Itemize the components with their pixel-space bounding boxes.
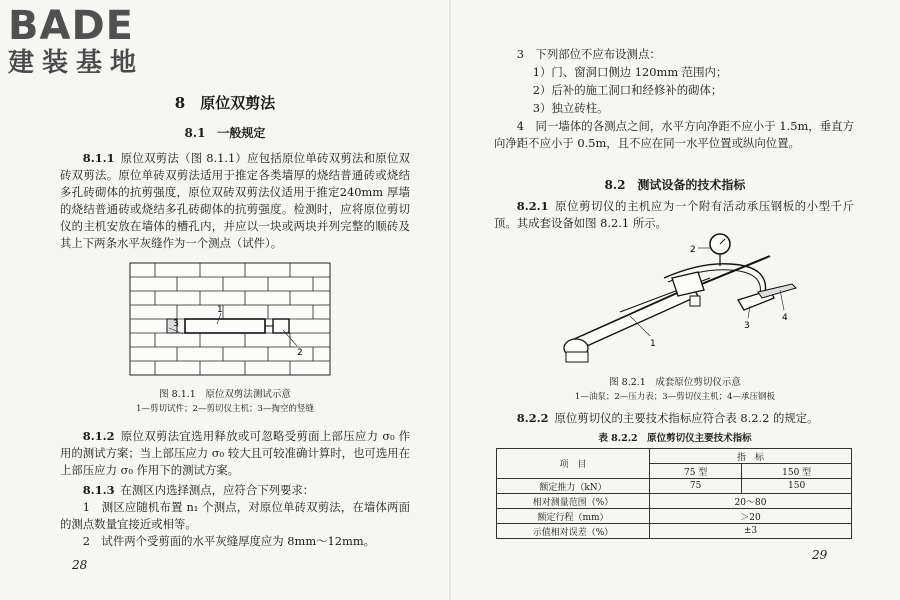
clause-text: 原位双剪法（图 8.1.1）应包括原位单砖双剪法和原位双砖双剪法。原位单砖双剪法适用于推定各类墙厚的烧结普通砖或烧结多孔砖砌体的抗剪强度，原位双砖双剪法仪适用于推定240mm 厚墙的烧结普通砖或烧结多孔砖砌体的抗剪强度。检测时，应将原位剪切仪的主机安放在墙体的槽孔内，并应以一块或两块并列完整的顺砖及其上下两条水平灰缝作为一个测点（试件）。 xyxy=(60,151,410,250)
sub-item-2: 2）后补的施工洞口和经修补的砌体； xyxy=(532,83,723,97)
clause-text: 原位剪切仪的主要技术指标应符合表 8.2.2 的规定。 xyxy=(554,411,819,425)
chapter-title: 8 原位双剪法 xyxy=(174,94,276,112)
header-item: 项 目 xyxy=(497,449,650,479)
clause-number: 8.1.3 xyxy=(82,483,115,497)
sub-item-3: 3）独立砖柱。 xyxy=(532,101,609,115)
row-label: 相对测量范围（%） xyxy=(497,494,650,509)
cell-150: 150 xyxy=(742,479,852,494)
logo-subtitle: 建装基地 xyxy=(8,48,145,78)
row-label: 额定行程（mm） xyxy=(497,509,650,524)
header-75: 75 型 xyxy=(650,464,742,479)
fig-label-4: 4 xyxy=(782,313,788,323)
shear-apparatus-figure xyxy=(560,232,800,372)
row-label: 示值相对误差（%） xyxy=(497,524,650,539)
list-item-3: 3 下列部位不应布设测点： xyxy=(516,47,661,61)
figure-caption-8-1-1: 图 8.1.1 原位双剪法测试示意 xyxy=(159,389,291,400)
fig-label-1: 1 xyxy=(650,339,656,349)
right-page xyxy=(450,0,900,600)
fig-label-3: 3 xyxy=(744,321,750,331)
table-row xyxy=(497,479,852,494)
page-number-right: 29 xyxy=(812,548,828,562)
list-item-1: 1 测区应随机布置 n₁ 个测点，对原位单砖双剪法，在墙体两面的测点数量宜接近或相等。 xyxy=(60,500,410,531)
fig-label-3: 3 xyxy=(173,319,179,329)
clause-number: 8.1.2 xyxy=(82,429,115,443)
table-row xyxy=(497,509,852,524)
cell-75: 75 xyxy=(650,479,742,494)
clause-text: 原位双剪法宜选用释放或可忽略受剪面上部压应力 σ₀ 作用的测试方案；当上部压应力 σ₀ 较大且可较准确计算时，也可选用在上部压应力 σ₀ 作用下的测试方案。 xyxy=(60,429,410,477)
clause-number: 8.2.2 xyxy=(516,411,549,425)
fig-label-1: 1 xyxy=(217,305,223,315)
paragraph-8-1-2 xyxy=(60,428,410,479)
clause-text: 原位剪切仪的主机应为一个附有活动承压钢板的小型千斤顶。其成套设备如图 8.2.1 所示。 xyxy=(494,199,854,230)
fig-label-2: 2 xyxy=(297,348,303,358)
list-item-4: 4 同一墙体的各测点之间，水平方向净距不应小于 1.5m，垂直方向净距不应小于 0.5m，且不应在同一水平位置或纵向位置。 xyxy=(494,119,854,150)
row-label: 额定推力（kN） xyxy=(497,479,650,494)
section-title-8-2: 8.2 测试设备的技术指标 xyxy=(604,178,746,192)
table-row xyxy=(497,494,852,509)
page-number-left: 28 xyxy=(72,558,88,572)
clause-number: 8.2.1 xyxy=(516,199,549,213)
cell-merged: 20～80 xyxy=(650,494,852,509)
figure-caption-8-2-1: 图 8.2.1 成套原位剪切仪示意 xyxy=(609,377,741,388)
logo-text: BADE xyxy=(8,3,134,49)
brick-wall-figure xyxy=(125,258,335,383)
paragraph-8-2-2 xyxy=(494,410,854,427)
header-index: 指 标 xyxy=(650,449,852,464)
clause-number: 8.1.1 xyxy=(82,151,115,165)
paragraph-8-2-1 xyxy=(494,198,854,232)
header-150: 150 型 xyxy=(742,464,852,479)
figure-legend-8-2-1: 1—油泵；2—压力表；3—剪切仪主机；4—承压钢板 xyxy=(574,392,776,402)
cell-merged: ±3 xyxy=(650,524,852,539)
table-row xyxy=(497,524,852,539)
sub-item-1: 1）门、窗洞口侧边 120mm 范围内； xyxy=(532,65,728,79)
paragraph-8-1-1 xyxy=(60,150,410,252)
cell-merged: ＞20 xyxy=(650,509,852,524)
clause-text: 在测区内选择测点，应符合下列要求： xyxy=(120,483,315,497)
fig-label-2: 2 xyxy=(690,245,696,255)
table-title: 表 8.2.2 原位剪切仪主要技术指标 xyxy=(598,433,752,444)
list-item-2: 2 试件两个受剪面的水平灰缝厚度应为 8mm～12mm。 xyxy=(82,534,376,548)
paragraph-8-1-3 xyxy=(60,482,410,499)
section-title-8-1: 8.1 一般规定 xyxy=(184,126,266,140)
figure-legend-8-1-1: 1—剪切试件；2—剪切仪主机；3—掏空的竖缝 xyxy=(136,404,314,414)
spec-table xyxy=(496,448,852,539)
